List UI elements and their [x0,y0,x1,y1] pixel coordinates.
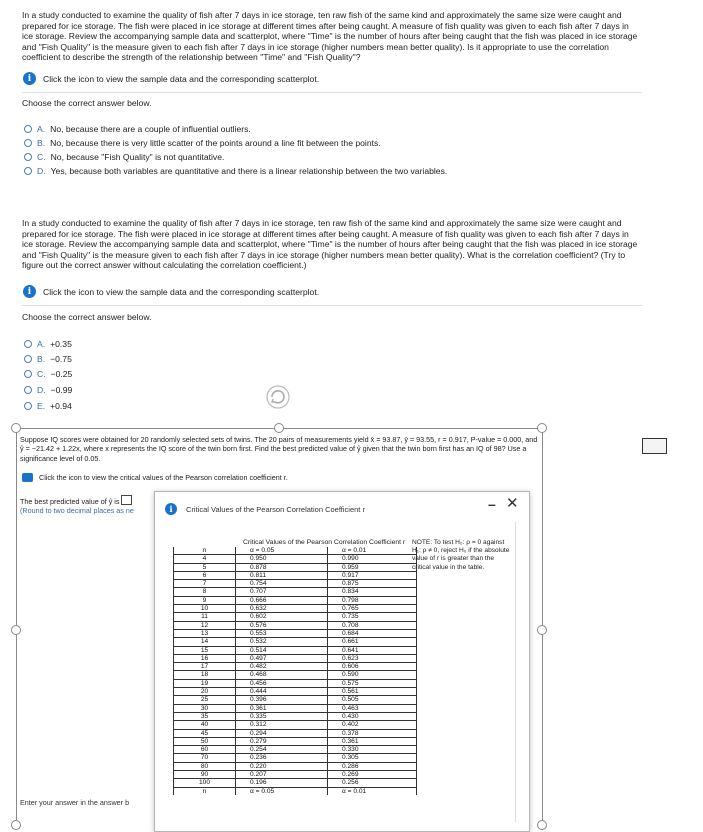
q2-option-b[interactable]: B. −0.75 [24,354,72,364]
close-button[interactable]: ✕ [506,495,519,512]
table-row [174,563,417,571]
table-row [174,663,417,671]
cell-alpha-05: 0.878 [236,563,328,571]
radio-icon[interactable] [24,167,32,175]
cell-alpha-01: 0.361 [328,737,417,745]
table-row [174,671,417,679]
cell-alpha-05: 0.707 [236,588,328,596]
table-row [174,762,417,770]
cell-n: 7 [174,580,236,588]
cell-alpha-01: 0.590 [328,671,417,679]
header-alpha-05: α = 0.05 [236,547,328,555]
cell-alpha-01: 0.623 [328,654,417,662]
footer-alpha-01: α = 0.01 [328,787,417,795]
cell-n: 15 [174,646,236,654]
cell-n: 19 [174,679,236,687]
table-row [174,613,417,621]
cell-alpha-05: 0.576 [236,621,328,629]
cell-alpha-05: 0.632 [236,605,328,613]
q1-option-b[interactable]: B. No, because there is very little scatter of the points around a line fit between the points. [24,138,381,148]
cell-alpha-01: 0.575 [328,679,417,687]
cell-n: 60 [174,746,236,754]
table-row [174,746,417,754]
cell-alpha-05: 0.220 [236,762,328,770]
cell-alpha-05: 0.532 [236,638,328,646]
cell-alpha-01: 0.463 [328,704,417,712]
enter-answer-hint: Enter your answer in the answer b [20,798,130,807]
cell-n: 6 [174,571,236,579]
cell-alpha-05: 0.666 [236,596,328,604]
cell-n: 5 [174,563,236,571]
cell-n: 9 [174,596,236,604]
resize-handle[interactable] [274,423,284,433]
cell-alpha-01: 0.708 [328,621,417,629]
resize-handle[interactable] [537,423,547,433]
cell-alpha-05: 0.553 [236,629,328,637]
divider [22,305,642,306]
table-row [174,729,417,737]
q3-click-text[interactable]: Click the icon to view the critical values of the Pearson correlation coefficient r. [39,473,288,482]
table-row [174,696,417,704]
table-row [174,654,417,662]
table-row [174,621,417,629]
cell-alpha-05: 0.279 [236,737,328,745]
cell-alpha-05: 0.254 [236,746,328,754]
answer-area [20,495,134,515]
resize-handle[interactable] [11,625,21,635]
cell-alpha-01: 0.735 [328,613,417,621]
q1-text: In a study conducted to examine the quality of fish after 7 days in ice storage, ten raw fish of the same kind and approximately the same size were caught and prepared for ice storage. The fish were placed in ice storage at different times after being caught. A measure of fish quality was given to each fish after 7 days in ice storage. Review the accompanying sample data and scatterplot, where "Time" is the number of hours after being caught that the fish was placed in ice storage and "Fish Quality" is the measure given to each fish after 7 days in ice storage (higher numbers mean better quality). Is it appropriate to use the correlation coefficient to describe the strength of the relationship between "Time" and "Fish Quality"? [22,10,638,63]
cell-alpha-05: 0.514 [236,646,328,654]
cell-alpha-01: 0.798 [328,596,417,604]
table-row [174,712,417,720]
cell-n: 20 [174,688,236,696]
table-row [174,629,417,637]
cell-alpha-05: 0.361 [236,704,328,712]
footer-alpha-05: α = 0.05 [236,787,328,795]
cell-alpha-01: 0.959 [328,563,417,571]
cell-n: 45 [174,729,236,737]
cell-alpha-01: 0.505 [328,696,417,704]
cell-alpha-01: 0.661 [328,638,417,646]
round-note: (Round to two decimal places as ne [20,506,134,515]
cell-alpha-05: 0.602 [236,613,328,621]
divider [22,92,642,93]
resize-handle[interactable] [11,423,21,433]
cell-alpha-05: 0.335 [236,712,328,720]
cell-n: 80 [174,762,236,770]
cell-alpha-05: 0.468 [236,671,328,679]
q1-option-c[interactable]: C. No, because "Fish Quality" is not quantitative. [24,152,224,162]
cell-n: 8 [174,588,236,596]
cell-n: 17 [174,663,236,671]
info-icon[interactable]: i [23,72,36,85]
cell-alpha-05: 0.312 [236,721,328,729]
q1-choose-label: Choose the correct answer below. [22,98,152,108]
table-footer-row [174,787,417,795]
cell-alpha-01: 0.917 [328,571,417,579]
q2-choose-label: Choose the correct answer below. [22,312,152,322]
table-row [174,555,417,563]
q2-option-e[interactable]: E. +0.94 [24,401,72,411]
radio-icon[interactable] [24,370,32,378]
cell-alpha-01: 0.286 [328,762,417,770]
header-alpha-01: α = 0.01 [328,547,417,555]
cell-n: 100 [174,779,236,787]
cell-alpha-05: 0.811 [236,571,328,579]
q1-data-link[interactable] [23,72,319,85]
cell-alpha-01: 0.330 [328,746,417,754]
table-row [174,580,417,588]
minimize-button[interactable]: – [488,496,496,512]
radio-icon[interactable] [24,125,32,133]
radio-icon[interactable] [24,139,32,147]
cell-alpha-01: 0.561 [328,688,417,696]
q1-option-d[interactable]: D. Yes, because both variables are quantitative and there is a linear relationship between the two variables. [24,166,447,176]
table-title: Critical Values of the Pearson Correlation Coefficient r [243,539,406,546]
q3-text: Suppose IQ scores were obtained for 20 randomly selected sets of twins. The 20 pairs of measurements yield x̄ = 93.87, ȳ = 93.55, r = 0.917, P-value = 0.000, and ŷ = −21.42 + 1.22x, where x represents the IQ score of the twin born first. Find the best predicted value of ŷ given that the twin born first has an IQ of 98? Use a significance level of 0.05. [20,435,538,463]
table-row [174,721,417,729]
cell-alpha-05: 0.196 [236,779,328,787]
cell-alpha-01: 0.606 [328,663,417,671]
cell-alpha-05: 0.482 [236,663,328,671]
cell-alpha-01: 0.765 [328,605,417,613]
table-row [174,605,417,613]
answer-input[interactable] [121,495,132,505]
table-row [174,688,417,696]
cell-alpha-01: 0.305 [328,754,417,762]
q3-critical-values-link[interactable] [22,473,288,482]
cell-alpha-01: 0.269 [328,771,417,779]
cell-n: 14 [174,638,236,646]
table-row [174,571,417,579]
table-note: NOTE: To test H₀: ρ = 0 against H₁: ρ ≠ 0, reject H₀ if the absolute value of r is greater than the critical value in the table. [412,539,510,571]
resize-handle[interactable] [537,820,547,830]
cell-alpha-05: 0.207 [236,771,328,779]
cell-n: 16 [174,654,236,662]
q2-option-a[interactable]: A. +0.35 [24,339,72,349]
info-icon[interactable]: i [23,285,36,298]
resize-handle[interactable] [11,820,21,830]
cell-alpha-05: 0.497 [236,654,328,662]
info-icon: i [165,503,177,515]
cell-alpha-01: 0.834 [328,588,417,596]
cell-n: 25 [174,696,236,704]
q2-text: In a study conducted to examine the quality of fish after 7 days in ice storage, ten raw fish of the same kind and approximately the same size were caught and prepared for ice storage. The fish were placed in ice storage at different times after being caught. A measure of fish quality was given to each fish after 7 days in ice storage. Review the accompanying sample data and scatterplot, where "Time" is the number of hours after being caught that the fish was placed in ice storage and "Fish Quality" is the measure given to each fish after 7 days in ice storage (higher numbers mean better quality). What is the correlation coefficient? (Try to figure out the correct answer without calculating the correlation coefficient.) [22,218,638,271]
critical-values-table [173,547,417,795]
cell-n: 40 [174,721,236,729]
cell-alpha-05: 0.950 [236,555,328,563]
cell-alpha-01: 0.256 [328,779,417,787]
modal-title: Critical Values of the Pearson Correlation Coefficient r [186,505,365,514]
table-row [174,737,417,745]
q1-click-text[interactable]: Click the icon to view the sample data and the corresponding scatterplot. [43,73,320,84]
cell-n: 35 [174,712,236,720]
cell-n: 50 [174,737,236,745]
q1-option-a[interactable]: A. No, because there are a couple of influential outliers. [24,124,251,134]
table-header-row [174,547,417,555]
q2-option-c[interactable]: C. −0.25 [24,369,72,379]
q2-click-text[interactable]: Click the icon to view the sample data and the corresponding scatterplot. [43,286,320,297]
table-row [174,596,417,604]
table-row [174,588,417,596]
cell-alpha-01: 0.990 [328,555,417,563]
q2-data-link[interactable] [23,285,319,298]
cell-n: 70 [174,754,236,762]
scrollbar[interactable] [515,522,524,822]
cell-alpha-01: 0.875 [328,580,417,588]
cell-n: 30 [174,704,236,712]
table-row [174,679,417,687]
cell-alpha-01: 0.684 [328,629,417,637]
table-icon[interactable] [22,473,33,482]
header-n: n [174,547,236,555]
cell-alpha-05: 0.754 [236,580,328,588]
q2-option-d[interactable]: D. −0.99 [24,385,72,395]
answer-label: The best predicted value of ŷ is [20,497,120,506]
resize-handle[interactable] [537,625,547,635]
cell-n: 10 [174,605,236,613]
radio-icon[interactable] [24,340,32,348]
cell-alpha-01: 0.641 [328,646,417,654]
calculator-icon[interactable] [642,438,667,454]
cell-alpha-05: 0.294 [236,729,328,737]
cell-alpha-01: 0.402 [328,721,417,729]
cell-n: 90 [174,771,236,779]
radio-icon[interactable] [24,355,32,363]
cell-n: 13 [174,629,236,637]
table-row [174,754,417,762]
cell-alpha-05: 0.444 [236,688,328,696]
critical-values-modal [154,491,530,832]
cell-alpha-05: 0.396 [236,696,328,704]
cell-alpha-05: 0.236 [236,754,328,762]
rotate-icon[interactable] [265,384,291,410]
radio-icon[interactable] [24,386,32,394]
table-row [174,638,417,646]
cell-alpha-01: 0.430 [328,712,417,720]
modal-header [155,492,529,522]
table-row [174,646,417,654]
table-row [174,779,417,787]
footer-n: n [174,787,236,795]
radio-icon[interactable] [24,153,32,161]
radio-icon[interactable] [24,402,32,410]
cell-alpha-01: 0.378 [328,729,417,737]
table-row [174,704,417,712]
cell-n: 12 [174,621,236,629]
table-row [174,771,417,779]
cell-n: 18 [174,671,236,679]
cell-alpha-05: 0.456 [236,679,328,687]
cell-n: 11 [174,613,236,621]
cell-n: 4 [174,555,236,563]
